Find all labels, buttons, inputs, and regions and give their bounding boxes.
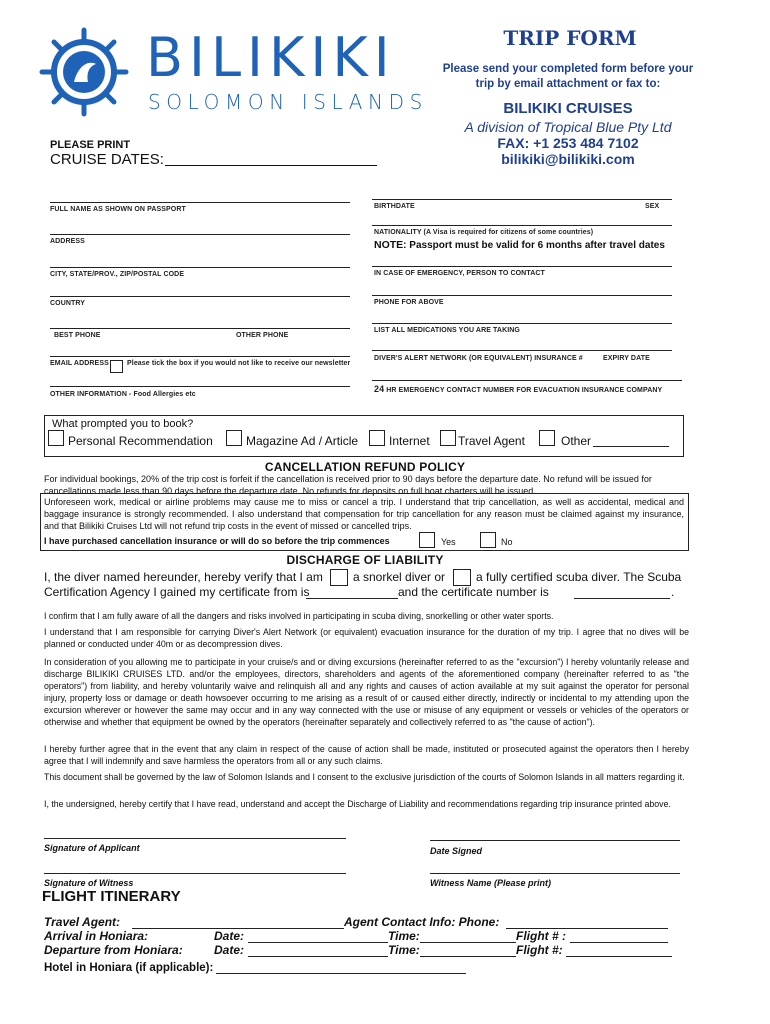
departure-date-label: Date: xyxy=(214,943,245,957)
discharge-para-6: I, the undersigned, hereby certify that I have read, understand and accept the Discharge of Liability and recommendations regarding trip insurance printed above. xyxy=(44,799,671,809)
company-division: A division of Tropical Blue Pty Ltd xyxy=(464,119,672,135)
travel-agent-label: Travel Agent: xyxy=(44,915,121,929)
expiry-date-label: EXPIRY DATE xyxy=(603,355,650,362)
witness-name-label: Witness Name (Please print) xyxy=(430,878,551,888)
full-name-label: FULL NAME AS SHOWN ON PASSPORT xyxy=(50,206,186,213)
nationality-label: NATIONALITY (A Visa is required for citizens of some countries) xyxy=(374,229,594,236)
insurance-text: Unforeseen work, medical or airline problems may cause me to miss or cancel a trip. I understand that trip cancellation, as well as accidental, medical and baggage insurance is strongly recommended. I also understand that compensation for trip cancellation for any reason must be claimed against my insurance, and that Bilikiki Cruises Ltd will not refund trip costs in the event of missed or cancelled trips. xyxy=(44,497,684,531)
other-checkbox[interactable] xyxy=(539,430,555,446)
birthdate-label: BIRTHDATE xyxy=(374,203,415,210)
cancellation-policy: For individual bookings, 20% of the trip cost is forfeit if the cancellation is received prior to 90 days before the departure date. No refund will be issued for cancellations made less than 90 days before the departure date. No refunds for deposits on full boat charters will be issued. xyxy=(44,474,652,496)
magazine-label: Magazine Ad / Article xyxy=(246,434,359,448)
discharge-title: DISCHARGE OF LIABILITY xyxy=(286,553,444,567)
nationality-field[interactable] xyxy=(372,225,672,226)
send-note: Please send your completed form before your trip by email attachment or fax to: xyxy=(442,63,694,90)
internet-label: Internet xyxy=(389,434,430,448)
arrival-time-field[interactable] xyxy=(420,930,516,943)
internet-checkbox[interactable] xyxy=(369,430,385,446)
discharge-para-1: I confirm that I am fully aware of all the dangers and risks involved in participating in scuba diving, snorkelling or other water sports. xyxy=(44,611,554,621)
agent-contact-label: Agent Contact Info: Phone: xyxy=(344,915,500,929)
witness-signature-field[interactable] xyxy=(44,873,346,874)
personal-recommendation-checkbox[interactable] xyxy=(48,430,64,446)
insurance-no-label: No xyxy=(501,537,513,547)
witness-signature-label: Signature of Witness xyxy=(44,878,134,888)
evac-text: HR EMERGENCY CONTACT NUMBER FOR EVACUATION INSURANCE COMPANY xyxy=(384,387,663,394)
address-label: ADDRESS xyxy=(50,238,85,245)
departure-label: Departure from Honiara: xyxy=(44,943,183,957)
best-phone-label: BEST PHONE xyxy=(54,332,101,339)
departure-time-field[interactable] xyxy=(420,944,516,957)
arrival-flight-label: Flight # : xyxy=(516,929,566,943)
diver-type-line1-c: a fully certified scuba diver. The Scuba xyxy=(476,570,682,584)
applicant-signature-label: Signature of Applicant xyxy=(44,843,140,853)
emergency-phone-label: PHONE FOR ABOVE xyxy=(374,299,444,306)
departure-time-label: Time: xyxy=(388,943,420,957)
witness-name-field[interactable] xyxy=(430,873,680,874)
cruise-dates-field[interactable] xyxy=(165,165,377,166)
dan-insurance-field[interactable] xyxy=(372,350,672,351)
email-address-label: EMAIL ADDRESS xyxy=(50,360,109,367)
address-field[interactable] xyxy=(50,234,350,235)
arrival-flight-field[interactable] xyxy=(570,930,668,943)
fax-number: FAX: +1 253 484 7102 xyxy=(497,135,639,151)
insurance-no-checkbox[interactable] xyxy=(480,532,496,548)
booking-source-question: What prompted you to book? xyxy=(52,418,194,430)
discharge-para-3: In consideration of you allowing me to participate in your cruise/s and or diving excursions (hereinafter referred to as the "excursion") I hereby voluntarily release and discharge BILIKIKI CRUISES LTD. and/or the employees, directors, shareholders and agents of the aforementioned company (hereinafter referred to as "the operators") from liability, and hereby voluntarily waive and relinquish all and any rights and causes of action available at my suit against the operator for personal injury, property loss or damage or death howsoever occurring to me arising as a result of or caused either directly, indirectly or incidental to my attending upon the excursion wherever or however the same may occur and in any way connected with the use or misuse of any equipment or vessels or vehicles of the operators or otherwise and whether that equipment be owned by the operators (hereinafter separately and collectively referred to as "the cause of action"). xyxy=(44,657,689,727)
certification-agency-field[interactable] xyxy=(306,586,398,599)
cruise-dates-label: CRUISE DATES: xyxy=(50,151,164,168)
country-field[interactable] xyxy=(50,296,350,297)
magazine-checkbox[interactable] xyxy=(226,430,242,446)
form-title: TRIP FORM xyxy=(503,26,637,50)
arrival-date-field[interactable] xyxy=(248,930,388,943)
arrival-date-label: Date: xyxy=(214,929,245,943)
flight-itinerary-title: FLIGHT ITINERARY xyxy=(42,888,181,905)
other-info-label: OTHER INFORMATION - Food Allergies etc xyxy=(50,391,196,398)
discharge-para-2: I understand that I am responsible for carrying Diver's Alert Network (or equivalent) evacuation insurance for the duration of my trip. I agree that no dives will be planned or conducted under 40m or as decompression dives. xyxy=(44,627,689,649)
cancellation-title: CANCELLATION REFUND POLICY xyxy=(264,460,466,474)
company-name: BILIKIKI CRUISES xyxy=(503,100,633,117)
brand-name: BILIKIKI xyxy=(146,26,396,89)
please-print-label: PLEASE PRINT xyxy=(50,139,131,151)
insurance-yes-label: Yes xyxy=(441,537,456,547)
email-address: bilikiki@bilikiki.com xyxy=(501,151,635,167)
note-text: : Passport must be valid for 6 months after travel dates xyxy=(403,240,665,251)
country-label: COUNTRY xyxy=(50,300,86,307)
newsletter-optout-checkbox[interactable] xyxy=(110,360,123,373)
other-label: Other xyxy=(561,434,592,448)
sex-label: SEX xyxy=(645,203,660,210)
personal-recommendation-label: Personal Recommendation xyxy=(68,434,213,448)
emergency-contact-field[interactable] xyxy=(372,266,672,267)
full-name-field[interactable] xyxy=(50,202,350,203)
agent-phone-field[interactable] xyxy=(506,916,668,929)
emergency-phone-field[interactable] xyxy=(372,295,672,296)
other-field[interactable] xyxy=(593,433,669,447)
travel-agent-checkbox[interactable] xyxy=(440,430,456,446)
date-signed-field[interactable] xyxy=(430,840,680,841)
passport-note xyxy=(374,239,665,251)
brand-subtitle: SOLOMON ISLANDS xyxy=(148,90,428,114)
arrival-time-label: Time: xyxy=(388,929,420,943)
applicant-signature-field[interactable] xyxy=(44,838,346,839)
travel-agent-field[interactable] xyxy=(132,916,344,929)
arrival-label: Arrival in Honiara: xyxy=(44,929,149,943)
insurance-question: I have purchased cancellation insurance or will do so before the trip commences xyxy=(44,536,390,546)
note-label: NOTE xyxy=(374,239,404,251)
diver-type-line1-b: a snorkel diver or xyxy=(353,570,446,584)
ship-wheel-logo-icon xyxy=(38,26,130,118)
diver-type-line1-a: I, the diver named hereunder, hereby verify that I am xyxy=(44,570,323,584)
date-signed-label: Date Signed xyxy=(430,846,483,856)
emergency-contact-label: IN CASE OF EMERGENCY, PERSON TO CONTACT xyxy=(374,270,545,277)
medications-field[interactable] xyxy=(372,323,672,324)
certification-line-a: Certification Agency I gained my certificate from is xyxy=(44,585,310,599)
dan-insurance-label: DIVER'S ALERT NETWORK (OR EQUIVALENT) INSURANCE # xyxy=(374,355,583,362)
departure-date-field[interactable] xyxy=(248,944,388,957)
newsletter-optout-label: Please tick the box if you would not like to receive our newsletter xyxy=(127,360,351,367)
departure-flight-label: Flight #: xyxy=(516,943,563,957)
snorkel-diver-checkbox[interactable] xyxy=(330,569,348,586)
hotel-label: Hotel in Honiara (if applicable): xyxy=(44,962,214,974)
certification-period: . xyxy=(671,585,675,599)
discharge-para-4: I hereby further agree that in the event that any claim in respect of the cause of action shall be made, instituted or prosecuted against the operators then I hereby agree that I will indemnify and save harmless the operators from all or any such claims. xyxy=(44,744,689,766)
birthdate-field[interactable] xyxy=(372,199,672,200)
phone-field[interactable] xyxy=(50,328,350,329)
city-field[interactable] xyxy=(50,267,350,268)
other-phone-label: OTHER PHONE xyxy=(236,332,289,339)
insurance-yes-checkbox[interactable] xyxy=(419,532,435,548)
certification-line-b: and the certificate number is xyxy=(398,585,549,599)
email-field[interactable] xyxy=(50,356,350,357)
certificate-number-field[interactable] xyxy=(574,586,670,599)
city-label: CITY, STATE/PROV., ZIP/POSTAL CODE xyxy=(50,271,185,278)
discharge-para-5: This document shall be governed by the law of Solomon Islands and I consent to the exclusive jurisdiction of the courts of Solomon Islands in all matters regarding it. xyxy=(44,772,685,782)
hotel-field[interactable] xyxy=(216,962,466,974)
departure-flight-field[interactable] xyxy=(566,944,672,957)
evac-contact-label xyxy=(374,384,662,394)
medications-label: LIST ALL MEDICATIONS YOU ARE TAKING xyxy=(374,327,520,334)
evac-contact-field[interactable] xyxy=(372,380,682,381)
evac-prefix: 24 xyxy=(374,384,385,394)
scuba-diver-checkbox[interactable] xyxy=(453,569,471,586)
travel-agent-label: Travel Agent xyxy=(458,434,525,448)
other-info-field[interactable] xyxy=(50,386,350,387)
